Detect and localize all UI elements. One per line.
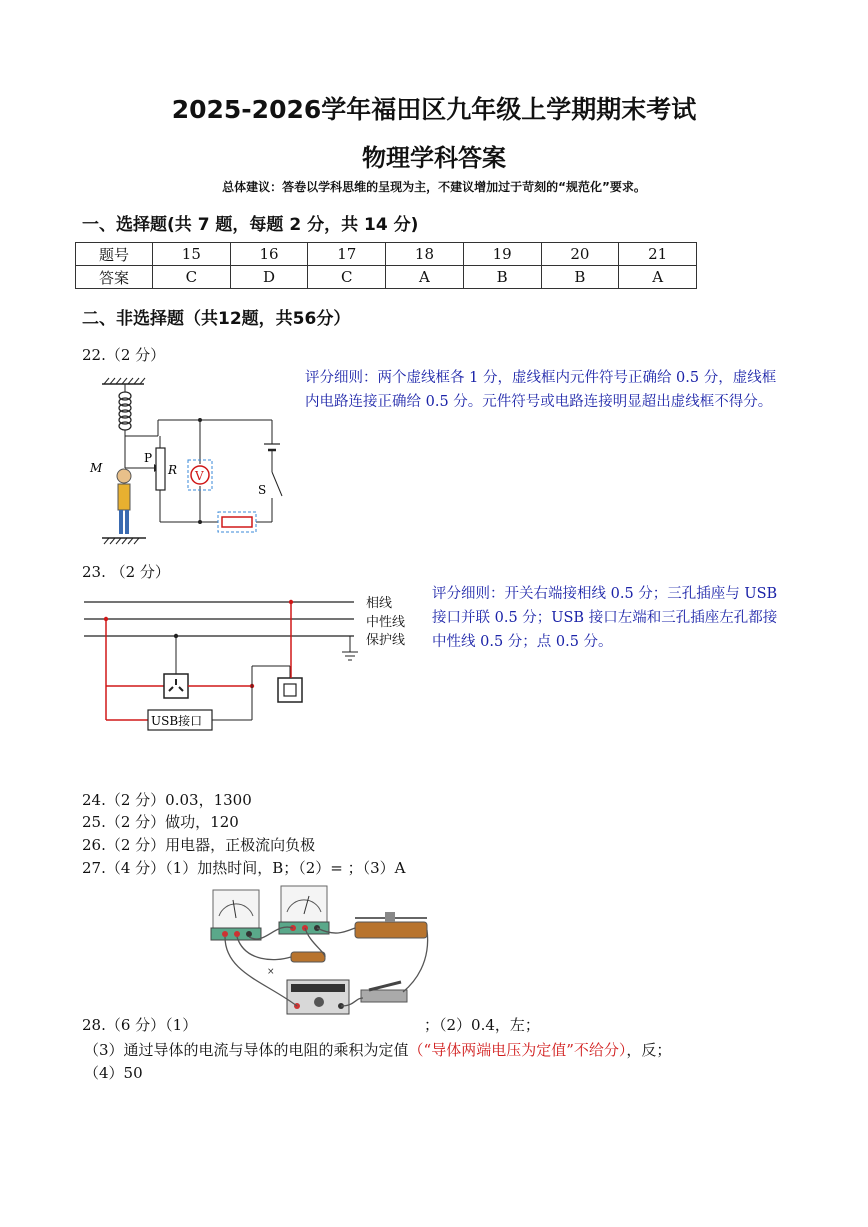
table-cell: 21 (619, 243, 697, 266)
q22-scoring-note: 评分细则：两个虚线框各 1 分，虚线框内元件符号正确给 0.5 分，虚线框内电路连接正确给 0.5 分。元件符号或电路连接明显超出虚线框不得分。 (305, 370, 777, 410)
answer-27: 27.（4 分）（1）加热时间，B；（2）= ；（3）A (82, 859, 406, 877)
label-S: S (258, 483, 267, 497)
general-advice: 总体建议：答卷以学科思维的呈现为主，不建议增加过于苛刻的“规范化”要求。 (222, 180, 646, 194)
table-cell: D (230, 266, 308, 289)
answer-25: 25.（2 分）做功，120 (82, 813, 239, 831)
svg-text:×: × (267, 967, 275, 977)
usb-label: USB接口 (151, 714, 203, 728)
page-subtitle: 物理学科答案 (362, 144, 506, 172)
answer-28-part3: （3）通过导体的电流与导体的电阻的乘积为定值 (84, 1041, 409, 1059)
answer-28-red-note: （“导体两端电压为定值”不给分） (408, 1041, 627, 1059)
table-cell: A (619, 266, 697, 289)
table-cell: B (541, 266, 619, 289)
label-P: P (144, 451, 153, 465)
label-V: V (195, 469, 204, 483)
line-live-label: 相线 (366, 596, 393, 611)
answer-28-part4: （4）50 (84, 1064, 143, 1082)
table-cell: C (308, 266, 386, 289)
table-cell: A (386, 266, 464, 289)
answer-28-part1: 28.（6 分）（1） (82, 1016, 198, 1034)
table-cell: 15 (153, 243, 231, 266)
table-cell: 19 (463, 243, 541, 266)
table-cell: 17 (308, 243, 386, 266)
answer-table (75, 242, 697, 289)
table-row-label: 题号 (76, 243, 153, 266)
answer-26: 26.（2 分）用电器，正极流向负极 (82, 836, 316, 854)
section1-heading: 一、选择题(共 7 题，每题 2 分，共 14 分) (82, 215, 419, 235)
q23-label: 23. （2 分） (82, 563, 170, 581)
table-cell: 18 (386, 243, 464, 266)
q23-scoring-note: 评分细则：开关右端接相线 0.5 分；三孔插座与 USB 接口并联 0.5 分；USB 接口左端和三孔插座左孔都接中性线 0.5 分；点 0.5 分。 (432, 586, 778, 650)
q22-circuit-diagram (88, 376, 288, 546)
answer-24: 24.（2 分）0.03，1300 (82, 791, 252, 809)
table-cell: B (463, 266, 541, 289)
table-cell: C (153, 266, 231, 289)
line-neutral-label: 中性线 (366, 615, 406, 630)
q23-wiring-diagram (84, 590, 384, 730)
table-cell: 20 (541, 243, 619, 266)
table-cell: 16 (230, 243, 308, 266)
page-title: 2025-2026学年福田区九年级上学期期末考试 (171, 95, 697, 124)
table-row-label: 答案 (76, 266, 153, 289)
label-M: M (90, 461, 103, 475)
table-row-answers (76, 266, 697, 289)
line-ground-label: 保护线 (366, 633, 406, 648)
answer-28-part2: ；（2）0.4，左； (424, 1016, 540, 1034)
q22-label: 22.（2 分） (82, 346, 166, 364)
section2-heading: 二、非选择题（共12题，共56分） (82, 309, 351, 329)
answer-28-line2 (84, 1039, 671, 1060)
label-R: R (168, 463, 178, 477)
q28-apparatus-illustration (205, 882, 435, 1027)
answer-28-part3-tail: ，反； (626, 1041, 672, 1059)
table-row-questions (76, 243, 697, 266)
